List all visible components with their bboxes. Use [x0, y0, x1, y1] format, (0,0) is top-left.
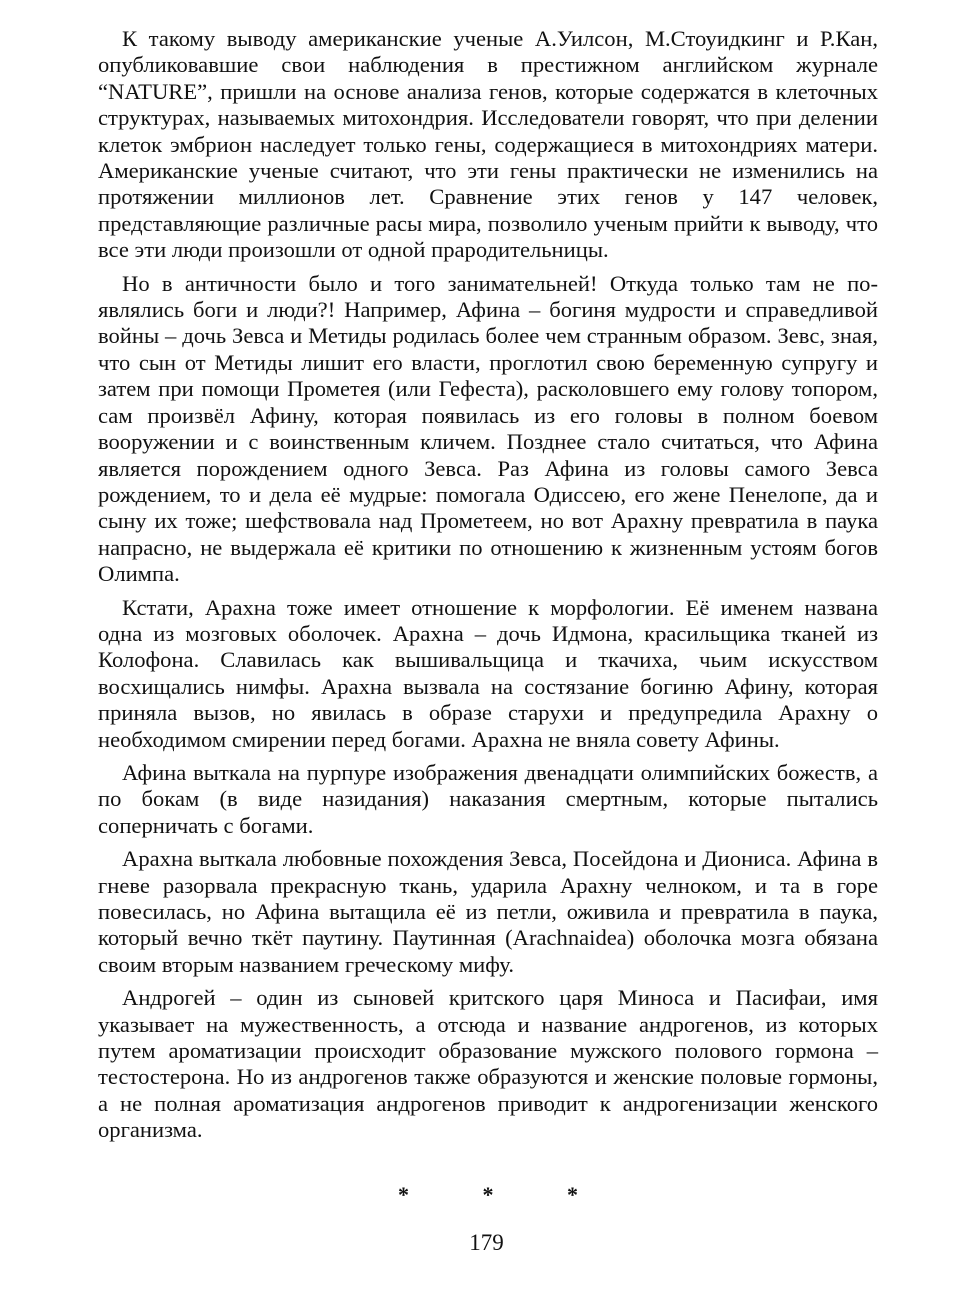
paragraph-arachne: Кстати, Арахна тоже имеет отношение к морфологии. Её именем названа одна из мозговых оболочек. Арахна – дочь Идмона, красильщика тканей из Колофона. Славилась как вышивальщица и ткачиха, чьим искусством восхищались нимфы. Арахна вызвала на состязание богиню Афину, которая приняла вызов, но явилась в образе старухи и предупредила Арахну о необходимом смирении перед богами. Арахна не вняла совету Афины.	[98, 594, 878, 752]
paragraph-arachne-weaving: Арахна выткала любовные похождения Зевса, Посейдона и Диониса. Афина в гневе разорвала прекрасную ткань, ударила Арахну челноком, и та в горе повесилась, но Афина вытащила её из петли, оживила и превратила в паука, который вечно ткёт паутину. Паутинная (Arachnaidea) оболочка мозга обязана своим вторым названием греческому мифу.	[98, 846, 878, 977]
paragraph-mitochondria: К такому выводу американские ученые А.Уилсон, М.Стоуидкинг и Р.Кан, опубликовавшие свои наблюдения в престижном английском журнале “NATURE”, пришли на основе анализа генов, которые содержатся в клеточных структурах, называемых митохондрия. Исследователи говорят, что при делении клеток эмбрион наследует только гены, содержащиеся в митохондриях матери. Американские ученые считают, что эти гены практически не изменились на протяжении миллионов лет. Сравнение этих генов у 147 человек, представляющие различные расы мира, позволило ученым прийти к выводу, что все эти люди произошли от одной прародительницы.	[98, 26, 878, 263]
page-body	[98, 26, 878, 1208]
page-number: 179	[469, 1230, 504, 1255]
section-separator: * * *	[398, 1181, 612, 1207]
paragraph-androgeus: Андрогей – один из сыновей критского царя Миноса и Пасифаи, имя указывает на мужественность, а отсюда и название андрогенов, из которых путем ароматизации происходит образование мужского полового гормона – тестостерона. Но из андрогенов также образуются и женские половые гормоны, а не полная ароматизация андрогенов приводит к андрогенизации женского организма.	[98, 985, 878, 1143]
paragraph-athena-birth: Но в античности было и того занимательней! Откуда только там не появлялись боги и люди?! Например, Афина – богиня мудрости и справедливой войны – дочь Зевса и Метиды родилась более чем странным образом. Зевс, зная, что сын от Метиды лишит его власти, проглотил свою беременную супругу и затем при помощи Прометея (или Гефеста), расколовшего ему голову топором, сам произвёл Афину, которая появилась из его головы в полном боевом вооружении и с воинственным кличем. Позднее стало считаться, что Афина является порождением одного Зевса. Раз Афина из головы самого Зевса рождением, то и дела её мудрые: помогала Одиссею, его жене Пенелопе, да и сыну их тоже; шефствовала над Прометеем, но вот Арахну превратила в паука напрасно, не выдержала её критики по отношению к жизненным устоям богов Олимпа.	[98, 270, 878, 587]
paragraph-athena-weaving: Афина выткала на пурпуре изображения двенадцати олимпийских божеств, а по бокам (в виде назидания) наказания смертным, которые пытались соперничать с богами.	[98, 759, 878, 838]
